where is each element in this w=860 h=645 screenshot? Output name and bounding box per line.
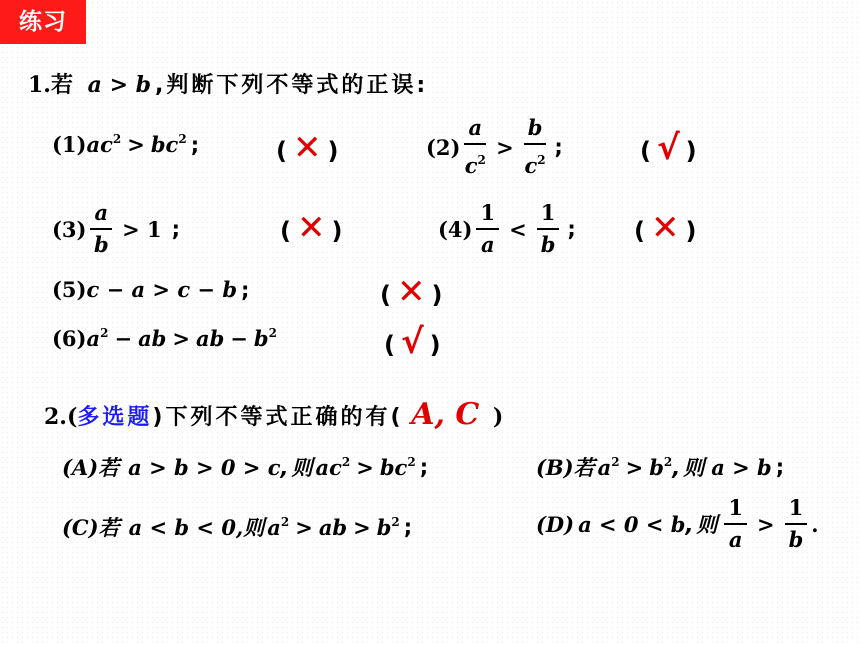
q1-item-6: (6) $a^2$ − ab > ab − $b^2$ xyxy=(52,326,277,351)
q2-heading: 2.(多选题)下列不等式正确的有( A, C ) xyxy=(44,397,504,432)
q2-option-b: (B) 若 $a^2 > b^2$ ,则 a > b ; xyxy=(536,454,785,480)
q1-cond-post: ,判断下列不等式的正误: xyxy=(155,73,429,98)
option-conclusion: $ac^2 > bc^2$ xyxy=(315,454,416,480)
fraction-left: $\frac{1}{a}$ xyxy=(724,495,747,553)
item-label: (1) xyxy=(52,132,87,157)
q2-option-a: (A) 若 a > b > 0 > c ,则 $ac^2 > bc^2$ ; xyxy=(62,454,429,480)
check-icon: √ xyxy=(656,128,680,168)
q1-item-5-answer: ( ✕ ) xyxy=(380,272,443,312)
q1-item-3-answer: ( ✕ ) xyxy=(280,208,343,248)
q2-type: 多选题 xyxy=(77,405,153,430)
q1-cond-pre: 若 xyxy=(50,73,76,98)
item-expr: $ac^2 > bc^2$ xyxy=(86,132,187,157)
fraction-left: $\frac{1}{a}$ xyxy=(476,200,499,258)
fraction-right: $\frac{1}{b}$ xyxy=(785,495,808,553)
q1-item-4-answer: ( ✕ ) xyxy=(634,208,697,248)
option-premise: $a^2 > b^2$ xyxy=(597,454,673,480)
q1-cond-expr: a > b xyxy=(87,72,152,98)
cross-icon: ✕ xyxy=(292,128,322,168)
fraction-left: $\frac{a}{c^2}$ xyxy=(464,115,486,178)
q1-item-6-answer: ( √ ) xyxy=(384,322,441,362)
fraction-right: $\frac{b}{c^2}$ xyxy=(524,115,546,178)
q1-item-2-answer: ( √ ) xyxy=(640,128,697,168)
item-label: (2) xyxy=(426,134,461,160)
q1-number: 1. xyxy=(28,72,51,98)
item-expr: $a^2$ − ab > ab − $b^2$ xyxy=(86,326,277,351)
q1-item-1 xyxy=(52,132,199,157)
q1-item-4: (4) $\frac{1}{a}$ < $\frac{1}{b}$ ; xyxy=(438,200,576,257)
q2-answer: A, C xyxy=(411,397,480,432)
q2-option-d: (D) a < 0 < b ,则 $\frac{1}{a}$ > $\frac{1}{b}$ . xyxy=(536,495,819,552)
q1-item-3: (3) $\frac{a}{b}$ > 1 ; xyxy=(52,200,181,257)
q1-heading xyxy=(28,70,428,101)
q1-item-5: (5) c − a > c − b ; xyxy=(52,277,250,302)
q2-option-c: (C) 若 a < b < 0, 则 $a^2$ > ab > $b^2$ ; xyxy=(62,514,413,540)
fraction-right: $\frac{1}{b}$ xyxy=(537,200,560,258)
cross-icon: ✕ xyxy=(650,208,680,248)
q1-item-1-answer: ( ✕ ) xyxy=(276,128,339,168)
fraction-left: $\frac{a}{b}$ xyxy=(90,200,112,258)
item-semicolon: ; xyxy=(190,132,200,157)
section-tag: 练习 xyxy=(0,0,86,44)
cross-icon: ✕ xyxy=(396,272,426,312)
option-conclusion: $a^2$ > ab > $b^2$ xyxy=(267,514,400,540)
check-icon: √ xyxy=(400,322,424,362)
q1-item-2: (2) $\frac{a}{c^2}$ > $\frac{b}{c^2}$ ; xyxy=(426,115,563,178)
cross-icon: ✕ xyxy=(296,208,326,248)
